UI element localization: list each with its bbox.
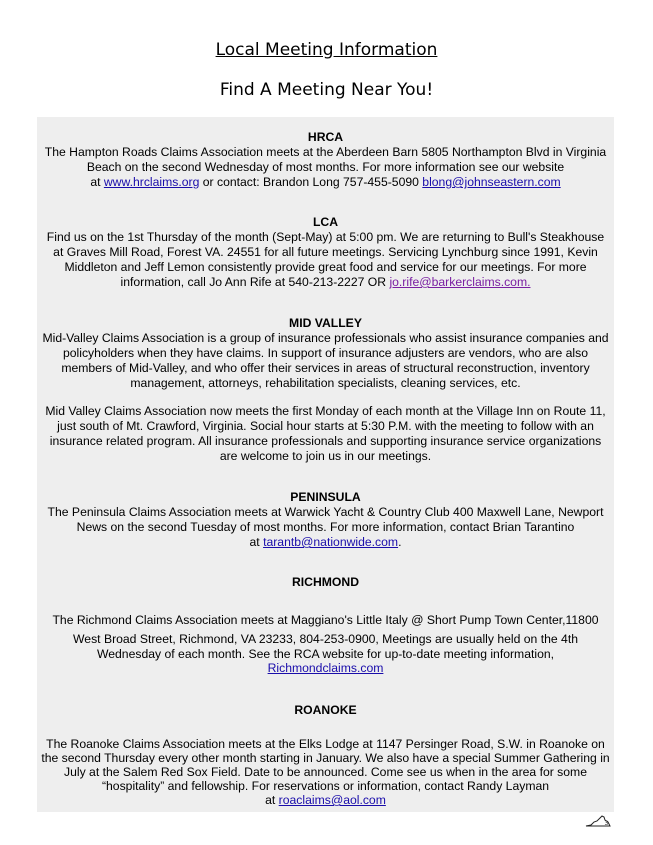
richmond-heading: RICHMOND [291, 575, 360, 589]
roanoke-email-link[interactable]: roaclaims@aol.com [278, 793, 386, 807]
peninsula-period: . [398, 535, 402, 549]
hrca-heading: HRCA [307, 130, 344, 144]
peninsula-heading: PENINSULA [290, 490, 361, 504]
mid-valley-text-line: are welcome to join us in our meetings. [219, 449, 432, 463]
hrca-text-line: The Hampton Roads Claims Association meets at the Aberdeen Barn 5805 Northampton Blvd in Virginia [44, 145, 607, 159]
lca-text-line: Middleton and Jeff Lemon consistently provide great food and service for our meetings. For more [64, 260, 587, 274]
hrca-text-line: Beach on the second Wednesday of most months. For more information see our website [86, 160, 565, 174]
virginia-state-outline-icon [585, 814, 611, 828]
mid-valley-heading: MID VALLEY [289, 316, 362, 330]
peninsula-at-text: at [249, 535, 264, 549]
lca-contact-text: information, call Jo Ann Rife at 540-213-2227 OR [120, 275, 390, 289]
lca-email-link[interactable]: jo.rife@barkerclaims.com. [389, 275, 531, 289]
roanoke-text-line: “hospitality” and fellowship. For reservations or information, contact Randy Layman [101, 779, 550, 793]
hrca-at-text: at [90, 175, 104, 189]
roanoke-text-line: The Roanoke Claims Association meets at the Elks Lodge at 1147 Persinger Road, S.W. in Roanoke on [46, 737, 605, 751]
page-number: 3 [604, 820, 609, 827]
richmond-website-link[interactable]: Richmondclaims.com [267, 661, 384, 675]
mid-valley-text-line: Mid-Valley Claims Association is a group of insurance professionals who assist insurance companies and [42, 331, 609, 345]
richmond-text-line: The Richmond Claims Association meets at Maggiano's Little Italy @ Short Pump Town Center,11800 [52, 613, 599, 627]
lca-heading: LCA [312, 215, 339, 229]
roanoke-text-line: the second Thursday every other month starting in January. We also have a special Summer Gathering in [41, 751, 610, 765]
roanoke-text-line: July at the Salem Red Sox Field. Date to be announced. Come see us when in the area for some [63, 765, 587, 779]
peninsula-email-link[interactable]: tarantb@nationwide.com [263, 535, 399, 549]
mid-valley-text-line: policyholders when they have claims. In support of insurance adjusters are vendors, who are also [62, 346, 589, 360]
roanoke-at-text: at [265, 793, 279, 807]
roanoke-heading: ROANOKE [294, 703, 357, 717]
mid-valley-text-line: management, attorneys, rehabilitation specialists, cleaning services, etc. [130, 376, 521, 390]
hrca-contact-line [37, 175, 614, 191]
lca-text-line: Find us on the 1st Thursday of the month (Sept-May) at 5:00 pm. We are returning to Bull's Steakhouse [46, 230, 605, 244]
mid-valley-text-line: members of Mid-Valley, and who offer their services in areas of structural reconstruction, inventory [61, 361, 590, 375]
peninsula-text-line: News on the second Tuesday of most months. For more information, contact Brian Tarantino [76, 520, 575, 534]
mid-valley-text-line: just south of Mt. Crawford, Virginia. Social hour starts at 5:30 P.M. with the meeting to follow with an [57, 419, 594, 433]
page-title: Local Meeting Information [215, 40, 438, 60]
peninsula-contact-line [37, 535, 614, 551]
mid-valley-text-line: Mid Valley Claims Association now meets the first Monday of each month at the Village Inn on Route 11, [45, 404, 606, 418]
lca-text-line: at Graves Mill Road, Forest VA. 24551 for all future meetings. Servicing Lynchburg since 1991, Kevin [53, 245, 598, 259]
hrca-email-link[interactable]: blong@johnseastern.com [422, 175, 561, 189]
lca-contact-line [37, 275, 614, 291]
richmond-link-line [37, 661, 614, 677]
richmond-text-line: West Broad Street, Richmond, VA 23233, 804-253-0900, Meetings are usually held on the 4th [73, 632, 578, 646]
peninsula-text-line: The Peninsula Claims Association meets at Warwick Yacht & Country Club 400 Maxwell Lane, Newport [47, 505, 604, 519]
hrca-website-link[interactable]: www.hrclaims.org [103, 175, 200, 189]
page-subtitle: Find A Meeting Near You! [219, 80, 434, 100]
mid-valley-text-line: insurance related program. All insurance professionals and supporting insurance service organizations [49, 434, 602, 448]
roanoke-contact-line [37, 793, 614, 809]
hrca-contact-text: or contact: Brandon Long 757-455-5090 [199, 175, 423, 189]
richmond-text-line: Wednesday of each month. See the RCA website for up-to-date meeting information, [96, 647, 555, 661]
